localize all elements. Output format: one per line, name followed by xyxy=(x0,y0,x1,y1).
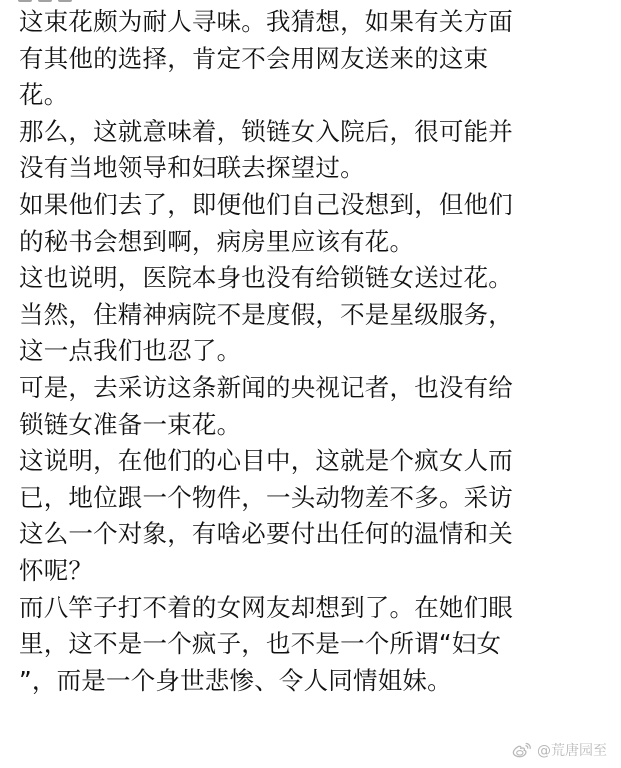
body-text xyxy=(19,4,609,699)
text-line: 花。 xyxy=(19,80,69,110)
text-line: 里，这不是一个疯子，也不是一个所谓“妇女 xyxy=(19,629,502,659)
text-line: 可是，去采访这条新闻的央视记者，也没有给 xyxy=(19,372,513,402)
text-line: 锁链女准备一束花。 xyxy=(19,409,242,439)
weibo-watermark xyxy=(511,740,607,760)
text-line: 有其他的选择，肯定不会用网友送来的这束 xyxy=(19,43,489,73)
text-line: 没有当地领导和妇联去探望过。 xyxy=(19,153,365,183)
watermark-text: @荒唐园至 xyxy=(537,743,607,759)
text-line: ”，而是一个身世悲惨、令人同情姐妹。 xyxy=(19,665,452,695)
text-line: 怀呢？ xyxy=(19,555,94,585)
text-line: 已，地位跟一个物件，一头动物差不多。采访 xyxy=(19,482,513,512)
text-line: 这说明，在他们的心目中，这就是个疯女人而 xyxy=(19,446,513,476)
text-line: 这也说明，医院本身也没有给锁链女送过花。 xyxy=(19,263,513,293)
text-line: 这一点我们也忍了。 xyxy=(19,336,242,366)
text-line: 如果他们去了，即便他们自己没想到，但他们 xyxy=(19,189,513,219)
text-line: 的秘书会想到啊，病房里应该有花。 xyxy=(19,226,415,256)
cropped-top-text xyxy=(18,0,98,3)
weibo-logo-icon xyxy=(511,741,533,759)
text-line: 这么一个对象，有啥必要付出任何的温情和关 xyxy=(19,519,513,549)
text-line: 这束花颇为耐人寻味。我猜想，如果有关方面 xyxy=(19,7,513,36)
text-line: 而八竿子打不着的女网友却想到了。在她们眼 xyxy=(19,592,513,622)
text-line: 那么，这就意味着，锁链女入院后，很可能并 xyxy=(19,116,513,146)
text-line: 当然，住精神病院不是度假，不是星级服务， xyxy=(19,299,513,329)
